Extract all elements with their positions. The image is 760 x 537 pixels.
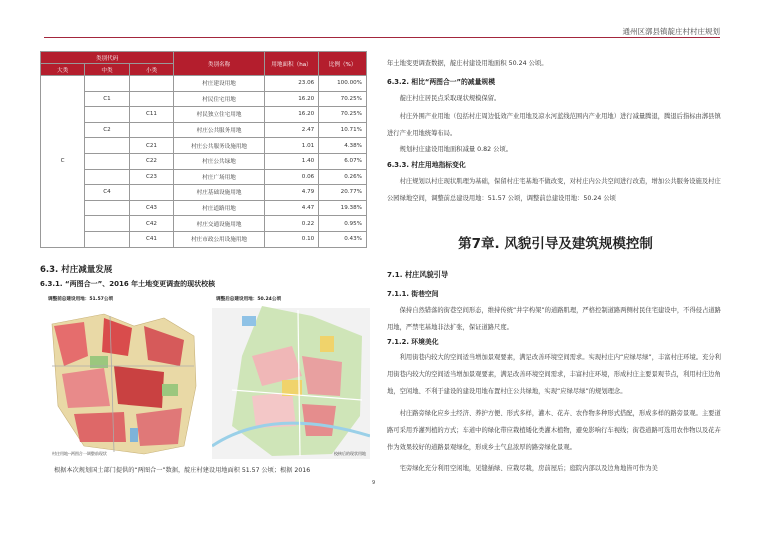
cell-major: C: [41, 76, 85, 248]
table-row: [41, 169, 367, 185]
cell-ratio: 100.00%: [319, 76, 367, 92]
cell-mid: C4: [85, 185, 129, 201]
cell-ratio: 20.77%: [319, 185, 367, 201]
table-row: [41, 138, 367, 154]
map-after-adjustment: [212, 296, 370, 459]
cell-mid: [85, 169, 129, 185]
th-code: 类别代码: [41, 52, 174, 64]
cell-minor: C23: [129, 169, 174, 185]
section-heading-6-3-3: 6.3.3. 村庄用地指标变化: [387, 161, 466, 169]
cell-minor: C43: [129, 200, 174, 216]
cell-minor: C11: [129, 107, 174, 123]
table-row: [41, 185, 367, 201]
cell-ratio: 10.71%: [319, 122, 367, 138]
paragraph: 靛庄村庄居民点采取现状规模保留。: [399, 95, 501, 102]
th-area: 用地面积（hа）: [264, 52, 318, 76]
cell-mid: C1: [85, 91, 129, 107]
cell-area: 0.06: [264, 169, 318, 185]
cell-ratio: 4.38%: [319, 138, 367, 154]
cell-ratio: 6.07%: [319, 153, 367, 169]
cell-name: 村民住宅用地: [174, 91, 264, 107]
cell-minor: [129, 91, 174, 107]
map-caption: 校核后的现状用地: [334, 451, 366, 456]
page-number: 9: [372, 480, 376, 486]
cell-ratio: 19.38%: [319, 200, 367, 216]
table-row: [41, 107, 367, 123]
cell-area: 4.79: [264, 185, 318, 201]
th-name: 类别名称: [174, 52, 264, 76]
section-heading-7-1-1: 7.1.1. 街巷空间: [387, 290, 439, 298]
cell-mid: [85, 153, 129, 169]
land-use-map-image: [212, 296, 370, 459]
cell-name: 村庄公共服务设施用地: [174, 138, 264, 154]
cell-name: 村庄基础设施用地: [174, 185, 264, 201]
table-row: [41, 122, 367, 138]
map-label: 调整后总建设用地：50.24公顷: [216, 297, 282, 302]
cell-mid: [85, 76, 129, 92]
cell-name: 村庄建设用地: [174, 76, 264, 92]
section-heading-6-3-1: 6.3.1. “两图合一”、2016 年土地变更调查的现状校核: [40, 280, 216, 288]
paragraph: 保持自然错落的街巷空间形态，维持传统“井字构架”的道路肌理，严格控制道路两侧村民住宅建设中，不得侵占道路用地，严禁宅基地非法扩张，保证道路尺度。: [387, 307, 721, 331]
section-heading-6-3-2: 6.3.2. 相比“两图合一”的减量规模: [387, 78, 495, 86]
paragraph: 宅旁绿化充分利用空闲地，见缝插绿、应栽尽栽，房前屋后；庭院内部以及边角地皆可作为美: [399, 465, 658, 472]
chapter-title: 第7章. 风貌引导及建筑规模控制: [458, 236, 653, 252]
cell-area: 16.20: [264, 107, 318, 123]
cell-name: 村庄道路用地: [174, 200, 264, 216]
cell-name: 村庄市政公用设施用地: [174, 231, 264, 247]
paragraph: 规划村庄建设用地面积减量 0.82 公顷。: [399, 146, 513, 153]
th-major: 大类: [41, 64, 85, 76]
cell-mid: [85, 138, 129, 154]
cell-minor: C42: [129, 216, 174, 232]
cell-area: 1.01: [264, 138, 318, 154]
cell-mid: [85, 200, 129, 216]
section-heading-7-1-2: 7.1.2. 环境美化: [387, 338, 439, 346]
table-row: [41, 200, 367, 216]
paragraph: 村庄外围产业用地（包括村庄周边低效产业用地及凉水河蓝线范围内产业用地）进行减量腾退，腾退后指标由漷县镇进行产业用地统筹布局。: [387, 113, 721, 137]
th-mid: 中类: [85, 64, 129, 76]
cell-area: 4.47: [264, 200, 318, 216]
cell-name: 村民独立住宅用地: [174, 107, 264, 123]
paragraph: 村庄路旁绿化应乡土经济、养护方便、形式多样，灌木、花卉、农作物多种形式搭配，形成多样的路旁景观。主要道路可采用乔灌列植的方式；车道中的绿化带应栽植矮化类灌木植物，避免影响行车视线；街巷道路可选用农作物以及花卉作为效果较好的道路景观绿化，形成乡土气息浓厚的路旁绿化景观。: [387, 410, 721, 451]
cell-ratio: 0.95%: [319, 216, 367, 232]
table-row: [41, 216, 367, 232]
cell-mid: [85, 216, 129, 232]
cell-minor: C22: [129, 153, 174, 169]
cell-name: 村庄公共服务用地: [174, 122, 264, 138]
cell-area: 2.47: [264, 122, 318, 138]
cell-area: 23.06: [264, 76, 318, 92]
th-minor: 小类: [129, 64, 174, 76]
th-ratio: 比例（%）: [319, 52, 367, 76]
paragraph-continued: 年土地变更调查数据，靛庄村建设用地面积 50.24 公顷。: [387, 60, 548, 67]
section-heading-6-3: 6.3. 村庄减量发展: [40, 265, 113, 275]
cell-mid: C2: [85, 122, 129, 138]
map-label: 调整前总建设用地：51.57公顷: [48, 297, 114, 302]
paragraph: 利用街巷内较大的空间适当增加景观要素，满足改善环境空间需求。实现村庄内“应绿尽绿”，丰富村庄环境。充分利用街巷内较大的空间适当增加景观要素，满足改善环境空间需求，丰富村庄环境，形成村庄主要景观节点，利用村庄边角地，空闲地、不利于建设的建设用地布置村庄公共绿地，实现“应绿尽绿”的规划理念。: [387, 354, 721, 395]
cell-name: 村庄公共绿地: [174, 153, 264, 169]
cell-mid: [85, 107, 129, 123]
cell-minor: C41: [129, 231, 174, 247]
cell-name: 村庄广场用地: [174, 169, 264, 185]
land-use-map-image: [44, 296, 202, 459]
table-row: [41, 231, 367, 247]
map-before-adjustment: [44, 296, 202, 459]
cell-minor: [129, 185, 174, 201]
table-row: [41, 91, 367, 107]
cell-minor: [129, 122, 174, 138]
cell-ratio: 0.43%: [319, 231, 367, 247]
cell-ratio: 70.25%: [319, 91, 367, 107]
cell-minor: C21: [129, 138, 174, 154]
cell-mid: [85, 231, 129, 247]
cell-area: 16.20: [264, 91, 318, 107]
left-paragraph: 根据本次规划国土部门提供的“两图合一”数据，靛庄村建设用地面积 51.57 公顷；根据 2016: [54, 467, 311, 474]
cell-ratio: 70.25%: [319, 107, 367, 123]
map-caption: 村庄用地--两图合一调整前现状: [52, 451, 107, 456]
header-rule: [44, 37, 720, 38]
cell-minor: [129, 76, 174, 92]
cell-area: 1.40: [264, 153, 318, 169]
cell-name: 村庄交通设施用地: [174, 216, 264, 232]
land-use-table: [40, 51, 367, 248]
header-title: 通州区漷县镇靛庄村村庄规划: [622, 27, 720, 36]
table-row: [41, 153, 367, 169]
page-header: [44, 12, 720, 38]
section-heading-7-1: 7.1. 村庄风貌引导: [387, 270, 449, 279]
cell-ratio: 0.26%: [319, 169, 367, 185]
cell-area: 0.10: [264, 231, 318, 247]
table-row: [41, 76, 367, 92]
paragraph: 村庄规划以村庄现状肌理为基础，保留村庄宅基地不做改变，对村庄内公共空间进行改造，增加公共服务设施及村庄公园绿地空间，调整前总建设用地：51.57 公顷，调整前总建设用地：50.24 公顷: [387, 178, 721, 202]
cell-area: 0.22: [264, 216, 318, 232]
